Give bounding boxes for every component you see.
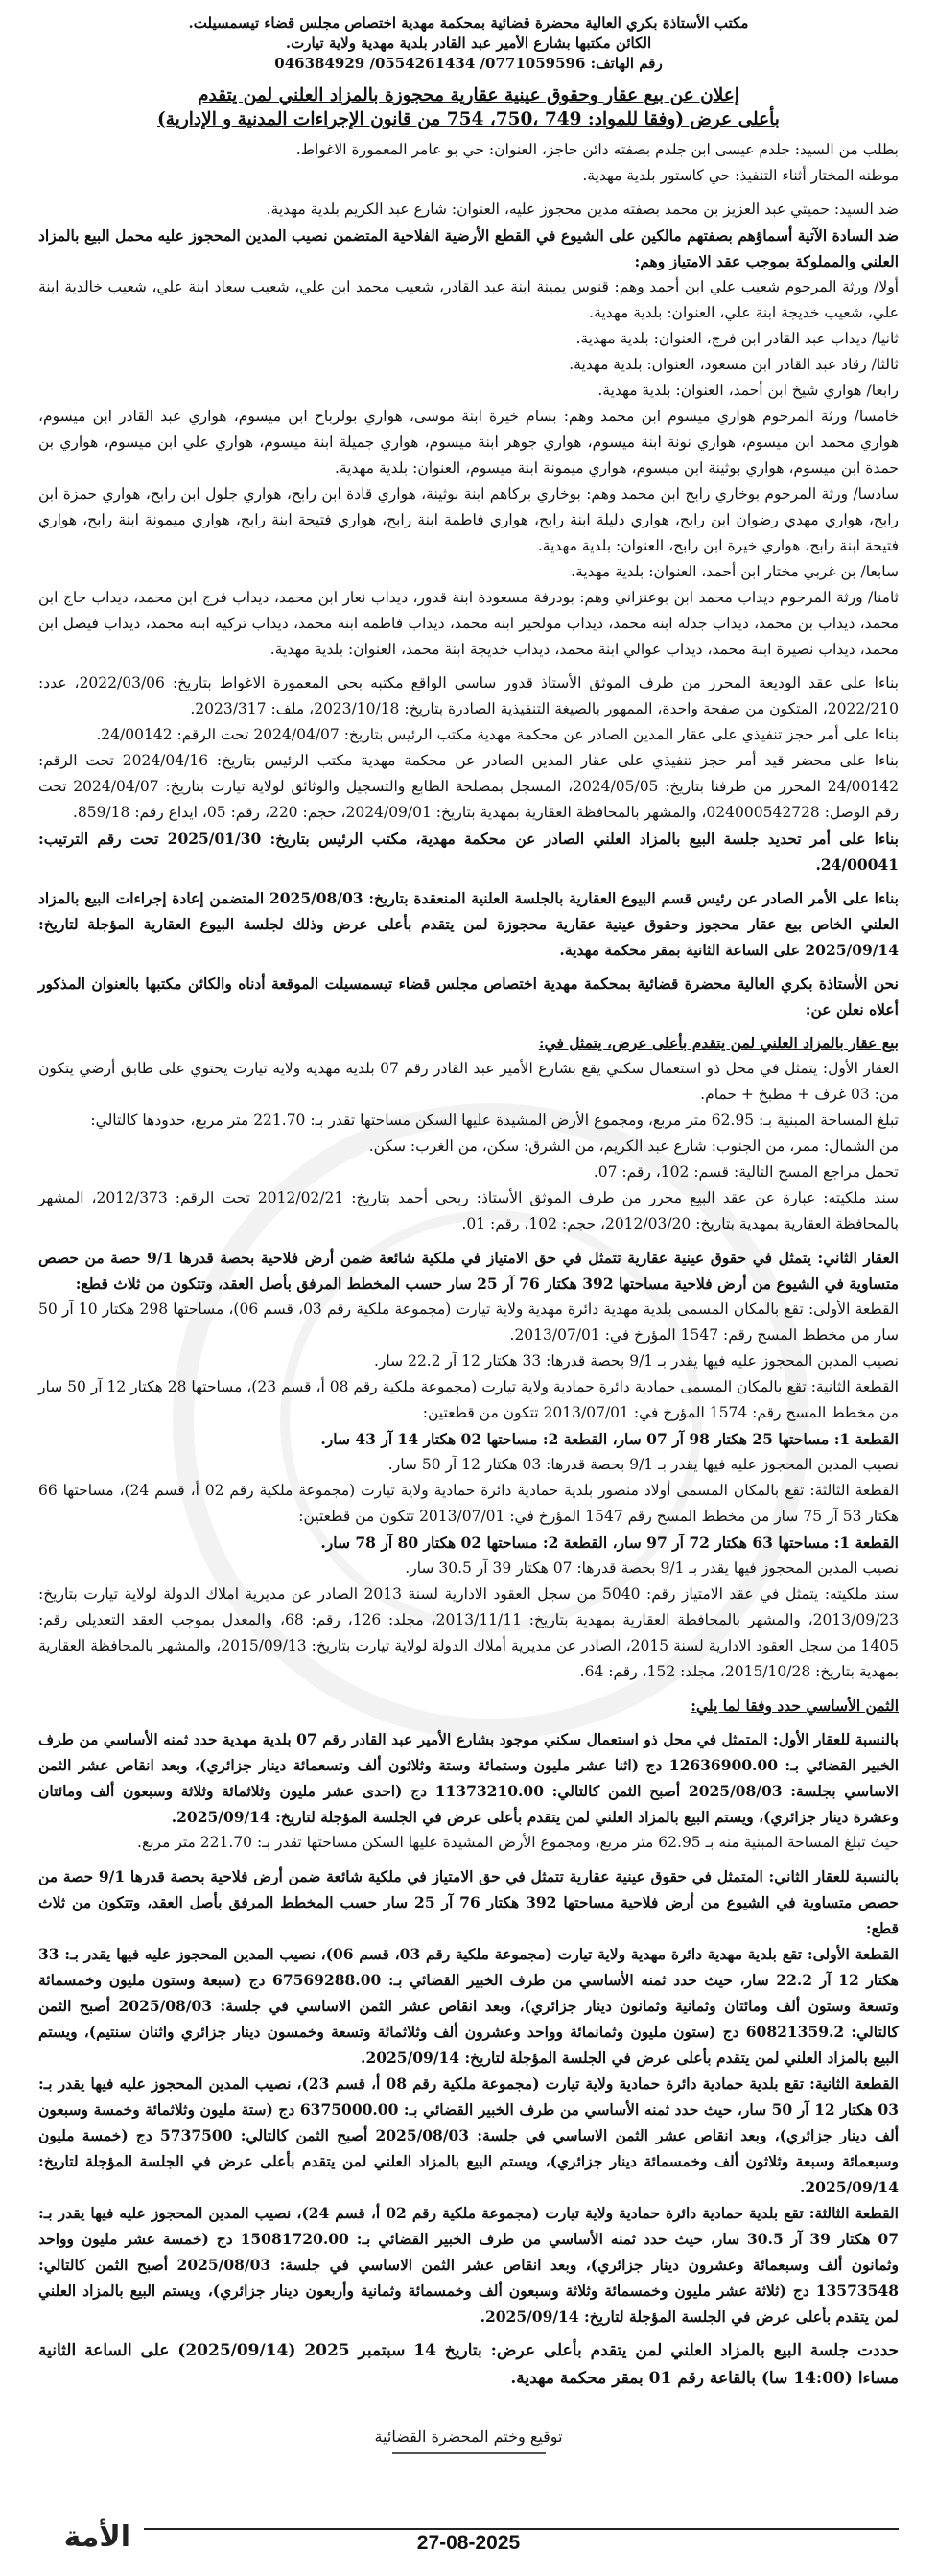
paragraph: بناءا على أمر تحديد جلسة البيع بالمزاد العلني الصادر عن محكمة مهدية، مكتب الرئيس بتاريخ: 2025/01/30 تحت رقم الترتيب: 24/00041. xyxy=(38,830,899,874)
paragraph: بيع عقار بالمزاد العلني لمن يتقدم بأعلى عرض، يتمثل في: xyxy=(538,1034,899,1052)
paragraph: خامسا/ ورثة المرحوم هواري ميسوم ابن محمد وهم: بسام خيرة ابنة موسى، هواري بولرباح ابن ميسوم، هواري عبد القادر ابن ميسوم، هواري محمد ابن ميسوم، هواري نونة ابنة ميسوم، هواري جوهر ابنة ميسوم، هواري جميلة ابنة ميسوم، هواري علي ابن ميسوم، هواري بن حمدة ابن ميسوم، هواري بوثينة ابن ميسوم، هواري ميمونة ابنة ميسوم، العنوان: بلدية مهدية. xyxy=(38,408,899,477)
paragraph: ثامنا/ ورثة المرحوم ديداب محمد ابن بوعنزاني وهم: بودرفة مسعودة ابنة قدور، ديداب نعار ابن محمد، ديداب فرج ابن محمد، ديداب حاج ابن محمد، ديداب بن محمد، ديداب جدلة ابنة محمد، ديداب مولخير ابنة محمد، ديداب فاطمة ابنة محمد، ديداب تركية ابنة محمد، ديداب فيصل ابن محمد، ديداب نصيرة ابنة محمد، ديداب عوالي ابنة محمد، ديداب خديجة ابنة محمد، العنوان: بلدية مهدية. xyxy=(38,589,899,658)
paragraph: العقار الأول: يتمثل في محل ذو استعمال سكني يقع بشارع الأمير عبد القادر رقم 07 بلدية مهدية ولاية تيارت يحتوي على طابق أرضي يتكون من: 03 غرف + مطبخ + حمام. xyxy=(38,1060,900,1103)
header-address: الكائن مكتبها بشارع الأمير عبد القادر بلدية مهدية ولاية تيارت. xyxy=(285,35,652,52)
paragraph-gap xyxy=(38,2330,899,2337)
paragraph: ثالثا/ رقاد عبد القادر ابن مسعود، العنوان: بلدية مهدية. xyxy=(569,356,899,373)
paragraph: القطعة 1: مساحتها 25 هكتار 98 آر 07 سار، القطعة 2: مساحتها 02 هكتار 14 آر 43 سار. xyxy=(320,1430,899,1448)
paragraph-gap xyxy=(38,1685,899,1693)
paragraph: تحمل مراجع المسح التالية: قسم: 102، رقم: 07. xyxy=(593,1163,899,1181)
paragraph: سابعا/ بن غربي مختار ابن أحمد، العنوان: بلدية مهدية. xyxy=(571,563,899,580)
paragraph: بطلب من السيد: جلدم عيسى ابن جلدم بصفته دائن حاجز، العنوان: حي بو عامر المعمورة الاغواط. xyxy=(295,141,899,158)
document-page xyxy=(38,13,899,2454)
paragraph: القطعة الثانية: تقع بلدية حمادية دائرة حمادية ولاية تيارت (مجموعة ملكية رقم 08 أ، قسم 23)، نصيب المدين المحجوز عليه فيها يقدر بـ: 03 هكتار 12 آر 50 سار، حيث حدد ثمنه الأساسي من طرف الخبير القضائي بـ: 6375000.00 دج (ستة مليون وثلاثمائة وخمسة وسبعون ألف دينار جزائري)، وبعد انقاص عشر الثمن الاساسي في جلسة: 2025/08/03 أصبح الثمن كالتالي: 5737500 دج (خمسة مليون وسبعمائة وسبعة وثلاثون ألف وخمسمائة دينار جزائري)، ويستم البيع بالمزاد العلني لمن يتقدم بأعلى عرض في الجلسة المؤجلة لتاريخ: 2025/09/14. xyxy=(38,2074,899,2196)
header-phones: رقم الهاتف: 0771059596/ 0554261434/ 046384929 xyxy=(274,55,663,72)
paragraph: حيث تبلغ المساحة المبنية منه بـ 62.95 متر مربع، ومجموع الأرض المشيدة عليها السكن مساحتها تقدر بـ: 221.70 متر مربع. xyxy=(137,1834,899,1851)
paragraph: القطعة الثالثة: تقع بلدية حمادية دائرة حمادية ولاية تيارت (مجموعة ملكية رقم 02 أ، قسم 24)، نصيب المدين المحجوز عليه فيها يقدر بـ: 07 هكتار 39 آر 30.5 سار، حيث حدد ثمنه الأساسي من طرف الخبير القضائي بـ: 15081720.00 دج (خمسة عشر مليون وواحد وثمانون ألف وسبعمائة وعشرون دينار جزائري)، وبعد انقاص عشر الثمن الاساسي في جلسة: 2025/08/03 أصبح الثمن كالتالي: 13573548 دج (ثلاثة عشر مليون وخمسمائة وثلاثة وسبعون ألف وخمسمائة وثمانية وأربعون دينار جزائري)، ويستم البيع بالمزاد العلني لمن يتقدم بأعلى عرض في الجلسة المؤجلة لتاريخ: 2025/09/14. xyxy=(38,2204,899,2326)
paragraph: القطعة الثانية: تقع بالمكان المسمى حمادية دائرة حمادية ولاية تيارت (مجموعة ملكية رقم 08 أ، قسم 23)، مساحتها 28 هكتار 12 آر 50 سار من مخطط المسح رقم: 1574 المؤرخ في: 2013/07/01 تتكون من قطعتين: xyxy=(38,1378,899,1421)
signature-label: توقيع وختم المحضرة القضائية xyxy=(374,2427,563,2446)
paragraph: العقار الثاني: يتمثل في حقوق عينية عقارية تتمثل في حق الامتياز في ملكية شائعة ضمن أرض فلاحية بحصة قدرها 9/1 حصة من حصص متساوية في الشيوع من أرض فلاحية مساحتها 392 هكتار 76 آر 25 سار حسب المخطط المرفق بأصل العقد، وتتكون من ثلاث قطع: xyxy=(38,1249,899,1293)
notice-title xyxy=(38,83,899,131)
notice-body xyxy=(38,137,899,2393)
paragraph: بناءا على الأمر الصادر عن رئيس قسم البيوع العقارية بالجلسة العلنية المنعقدة بتاريخ: 2025/08/03 المتضمن إعادة إجراءات البيع بالمزاد العلني الخاص بيع عقار محجوز وحقوق عينية عقارية محجوزة لمن يتقدم بأعلى عرض وذلك لجلسة البيوع العقارية المؤجلة لتاريخ: 2025/09/14 على الساعة الثانية بمقر محكمة مهدية. xyxy=(38,889,899,959)
paragraph: نصيب المدين المحجوز عليه فيها يقدر بـ 9/1 بحصة قدرها: 03 هكتار 12 آر 50 سار. xyxy=(387,1456,899,1473)
paragraph-gap xyxy=(38,1856,899,1863)
paragraph: من الشمال: ممر، من الجنوب: شارع عبد الكريم، من الشرق: سكن، من الغرب: سكن. xyxy=(368,1137,899,1155)
notice-title-line1: إعلان عن بيع عقار وحقوق عينية عقارية محجوزة بالمزاد العلني لمن يتقدم xyxy=(198,85,739,105)
paragraph: بناءا على عقد الوديعة المحرر من طرف الموثق الأستاذ قدور ساسي الواقع مكتبه بحي المعمورة الاغواط بتاريخ: 2022/03/06، عدد: 2022/210، المتكون من صفحة واحدة، الممهور بالصيغة التنفيذية الصادرة بتاريخ: 2023/10/18، ملف: 2023/317. xyxy=(38,674,899,717)
paragraph: أولا/ ورثة المرحوم شعيب علي ابن أحمد وهم: قنوس يمينة ابنة عبد القادر، شعيب محمد ابن علي، شعيب سعاد ابنة علي، شعيب خالدية ابنة علي، شعيب خديجة ابنة علي، العنوان: بلدية مهدية. xyxy=(38,278,899,321)
paragraph: نصيب المدين المحجوز فيها يقدر بـ 9/1 بحصة قدرها: 07 هكتار 39 آر 30.5 سار. xyxy=(405,1559,899,1577)
paragraph-gap xyxy=(38,1719,899,1726)
paragraph: الثمن الأساسي حدد وفقا لما يلي: xyxy=(691,1697,899,1715)
paragraph-gap xyxy=(38,1022,899,1030)
paragraph: بالنسبة للعقار الأول: المتمثل في محل ذو استعمال سكني موجود بشارع الأمير عبد القادر رقم 07 بلدية مهدية حدد ثمنه الأساسي من طرف الخبير القضائي بـ: 12636900.00 دج (اثنا عشر مليون وستمائة وستة وثلاثون ألف وتسعمائة دينار جزائري)، وبعد انقاص عشر الثمن الاساسي بجلسة: 2025/08/03 أصبح الثمن كالتالي: 11373210.00 دج (احدى عشر مليون وثلاثمائة وثلاثة وسبعون ألف ومائتان وعشرة دينار جزائري)، ويستم البيع بالمزاد العلني لمن يتقدم بأعلى عرض في الجلسة المؤجلة لتاريخ: 2025/09/14. xyxy=(38,1730,899,1826)
paragraph: سند ملكيته: يتمثل في عقد الامتياز رقم: 5040 من سجل العقود الادارية لسنة 2013 الصادر عن مديرية املاك الدولة لولاية تيارت بتاريخ: 2013/09/23، والمشهر بالمحافظة العقارية بمهدية بتاريخ: 2013/11/11، مجلد: 126، رقم: 68، والمعدل بموجب العقد التعديلي رقم: 1405 من سجل العقود الادارية لسنة 2015، الصادر عن مديرية أملاك الدولة لولاية تيارت بتاريخ: 2015/09/13، والمشهر بالمحافظة العقارية بمهدية بتاريخ: 2015/10/28، مجلد: 152، رقم: 64. xyxy=(38,1585,900,1680)
paragraph: سادسا/ ورثة المرحوم بوخاري رابح ابن محمد وهم: بوخاري بركاهم ابنة بوثينة، هواري قادة ابن رابح، هواري جلول ابن رابح، هواري حمزة ابن رابح، هواري مهدي رضوان ابن رابح، هواري دليلة ابنة رابح، هواري فاطمة ابنة رابح، هواري فتيحة ابنة رابح، هواري ميمونة ابنة رابح، هواري فتيحة ابنة رابح، هواري خيرة ابن رابح، العنوان: بلدية مهدية. xyxy=(38,485,899,554)
paragraph: ثانيا/ ديداب عبد القادر ابن فرج، العنوان: بلدية مهدية. xyxy=(575,330,899,347)
notice-title-line2: بأعلى عرض (وفقا للمواد: 749 ،750، 754 من قانون الإجراءات المدنية و الإدارية) xyxy=(157,109,780,129)
newspaper-logo: الأمة xyxy=(63,2520,130,2554)
paragraph: حددت جلسة البيع بالمزاد العلني لمن يتقدم بأعلى عرض: بتاريخ 14 سبتمبر 2025 (2025/09/14) على الساعة الثانية مساءا (14:00 سا) بالقاعة رقم 01 بمقر محكمة مهدية. xyxy=(38,2341,899,2388)
paragraph: بناءا على أمر حجز تنفيذي على عقار المدين الصادر عن محكمة مهدية مكتب الرئيس بتاريخ: 2024/04/07 تحت الرقم: 24/00142. xyxy=(96,726,899,743)
header-office: مكتب الأستاذة بكري العالية محضرة قضائية بمحكمة مهدية اختصاص مجلس قضاء تيسمسيلت. xyxy=(188,14,749,32)
paragraph: تبلغ المساحة المبنية بـ: 62.95 متر مربع، ومجموع الأرض المشيدة عليها السكن مساحتها تقدر بـ: 221.70 متر مربع، حدودها كالتالي: xyxy=(90,1112,899,1129)
paragraph: القطعة 1: مساحتها 63 هكتار 72 آر 97 سار، القطعة 2: مساحتها 02 هكتار 80 آر 78 سار. xyxy=(320,1534,899,1552)
paragraph-gap xyxy=(38,963,899,971)
paragraph: القطعة الثالثة: تقع بالمكان المسمى أولاد منصور بلدية حمادية دائرة حمادية ولاية تيارت (مجموعة ملكية رقم 02 أ، قسم 24)، مساحتها 66 هكتار 53 آر 75 سار من مخطط المسح رقم 1547 المؤرخ في: 2013/07/01 تتكون من قطعتين: xyxy=(38,1482,899,1525)
paragraph-gap xyxy=(38,189,899,197)
footer-rule xyxy=(144,2528,899,2530)
publication-date: 27-08-2025 xyxy=(416,2532,521,2554)
paragraph: ضد السادة الآتية أسماؤهم بصفتهم مالكين على الشيوع في القطع الأرضية الفلاحية المتضمن نصيب المدين المحجوز عليه محمل البيع بالمزاد العلني والمملوكة بموجب عقد الامتياز وهم: xyxy=(38,226,899,270)
paragraph: سند ملكيته: عبارة عن عقد البيع محرر من طرف الموثق الأستاذ: ربحي أحمد بتاريخ: 2012/02/21 تحت الرقم: 2012/373، المشهر بالمحافظة العقارية بمهدية بتاريخ: 2012/03/20، حجم: 102، رقم: 01. xyxy=(38,1189,899,1232)
paragraph: رابعا/ هواري شيخ ابن أحمد، العنوان: بلدية مهدية. xyxy=(597,382,899,399)
signature-line xyxy=(392,2452,546,2454)
paragraph-gap xyxy=(38,1237,899,1245)
paragraph: القطعة الأولى: تقع بالمكان المسمى بلدية مهدية دائرة مهدية ولاية تيارت (مجموعة ملكية رقم 03، قسم 06)، مساحتها 298 هكتار 10 آر 50 سار من مخطط المسح رقم: 1547 المؤرخ في: 2013/07/01. xyxy=(38,1300,899,1344)
signature-block xyxy=(38,2425,899,2454)
paragraph-gap xyxy=(38,663,899,670)
paragraph: بالنسبة للعقار الثاني: المتمثل في حقوق عينية عقارية تتمثل في حق الامتياز في ملكية شائعة ضمن أرض فلاحية بحصة قدرها 9/1 حصة من حصص متساوية في الشيوع من أرض فلاحية مساحتها 392 هكتار 76 آر 25 سار حسب المخطط المرفق بأصل العقد، وتتكون من ثلاث قطع: xyxy=(38,1867,899,1937)
paragraph: نحن الأستاذة بكري العالية محضرة قضائية بمحكمة مهدية اختصاص مجلس قضاء تيسمسيلت الموقعة أدناه والكائن مكتبها بالعنوان المذكور أعلاه نعلن عن: xyxy=(38,974,899,1019)
paragraph: بناءا على محضر قيد أمر حجز تنفيذي على عقار المدين الصادر عن محكمة مهدية مكتب الرئيس بتاريخ: 2024/04/16 تحت الرقم: 24/00142 المحرر من طرفنا بتاريخ: 2024/05/05، المسجل بمصلحة الطابع والتسجيل والوثائق لولاية تيارت بتاريخ: 2024/04/07 تحت رقم الوصل: 024000542728، والمشهر بالمحافظة العقارية بمهدية بتاريخ: 2024/09/01، حجم: 220، رقم: 05، ايداع رقم: 859/18. xyxy=(38,752,899,821)
paragraph-gap xyxy=(38,878,899,885)
paragraph: القطعة الأولى: تقع بلدية مهدية دائرة مهدية ولاية تيارت (مجموعة ملكية رقم 03، قسم 06)، نصيب المدين المحجوز عليه فيها يقدر بـ: 33 هكتار 12 آر 22.2 سار، حيث حدد ثمنه الأساسي من طرف الخبير القضائي بـ: 67569288.00 دج (سبعة وستون مليون وخمسمائة وتسعة وستون ألف ومائتان وثمانية وثمانون دينار جزائري)، وبعد انقاص عشر الثمن الاساسي في جلسة: 2025/08/03 أصبح الثمن كالتالي: 60821359.2 دج (ستون مليون وثمانمائة وواحد وعشرون ألف وثلاثمائة وتسعة وخمسون دينار جزائري واثنان سنتيم)، ويستم البيع بالمزاد العلني لمن يتقدم بأعلى عرض في الجلسة المؤجلة لتاريخ: 2025/09/14. xyxy=(38,1945,899,2067)
paragraph: ضد السيد: حميتي عبد العزيز بن محمد بصفته مدين محجوز عليه، العنوان: شارع عبد الكريم بلدية مهدية. xyxy=(266,200,899,218)
paragraph: نصيب المدين المحجوز عليه فيها يقدر بـ 9/1 بحصة قدرها: 33 هكتار 12 آر 22.2 سار. xyxy=(374,1352,899,1370)
paragraph: موطنه المختار أثناء التنفيذ: حي كاستور بلدية مهدية. xyxy=(582,167,899,184)
